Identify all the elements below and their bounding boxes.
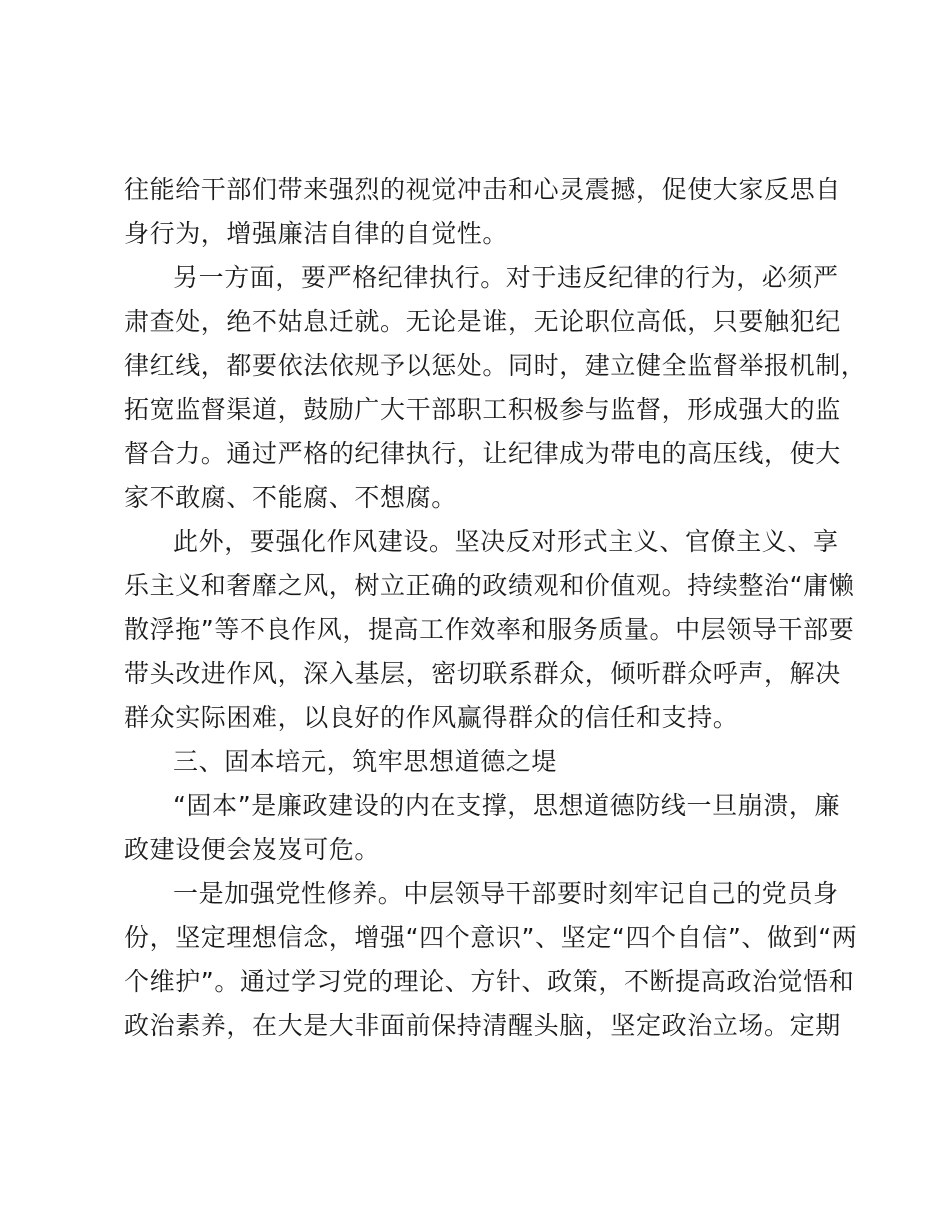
paragraph-start-line: 另一方面，要严格纪律执行。对于违反纪律的行为，必须严 (173, 263, 839, 292)
text-line: 家不敢腐、不能腐、不想腐。 (124, 483, 457, 512)
text-line: 群众实际困难，以良好的作风赢得群众的信任和支持。 (124, 703, 739, 732)
text-line: 督合力。通过严格的纪律执行，让纪律成为带电的高压线，使大 (124, 439, 841, 468)
text-line: 散浮拖”等不良作风，提高工作效率和服务质量。中层领导干部要 (124, 615, 855, 644)
section-heading: 三、固本培元，筑牢思想道德之堤 (173, 747, 558, 776)
text-line: 肃查处，绝不姑息迁就。无论是谁，无论职位高低，只要触犯纪 (124, 307, 841, 336)
text-line: 带头改进作风，深入基层，密切联系群众，倾听群众呼声，解决 (124, 659, 841, 688)
text-line: 份，坚定理想信念，增强“四个意识”、坚定“四个自信”、做到“两 (124, 923, 858, 952)
text-line: 乐主义和奢靡之风，树立正确的政绩观和价值观。持续整治“庸懒 (124, 571, 855, 600)
paragraph-start-line: 一是加强党性修养。中层领导干部要时刻牢记自己的党员身 (173, 879, 839, 908)
text-line: 身行为，增强廉洁自律的自觉性。 (124, 219, 509, 248)
text-line: 政治素养，在大是大非面前保持清醒头脑，坚定政治立场。定期 (124, 1011, 841, 1040)
text-line: 律红线，都要依法依规予以惩处。同时，建立健全监督举报机制， (124, 351, 867, 380)
text-line: 拓宽监督渠道，鼓励广大干部职工积极参与监督，形成强大的监 (124, 395, 841, 424)
text-line: 往能给干部们带来强烈的视觉冲击和心灵震撼，促使大家反思自 (124, 175, 841, 204)
paragraph-start-line: “固本”是廉政建设的内在支撑，思想道德防线一旦崩溃，廉 (173, 791, 841, 820)
text-line: 政建设便会岌岌可危。 (124, 835, 381, 864)
paragraph-start-line: 此外，要强化作风建设。坚决反对形式主义、官僚主义、享 (173, 527, 839, 556)
text-line: 个维护”。通过学习党的理论、方针、政策，不断提高政治觉悟和 (124, 967, 855, 996)
